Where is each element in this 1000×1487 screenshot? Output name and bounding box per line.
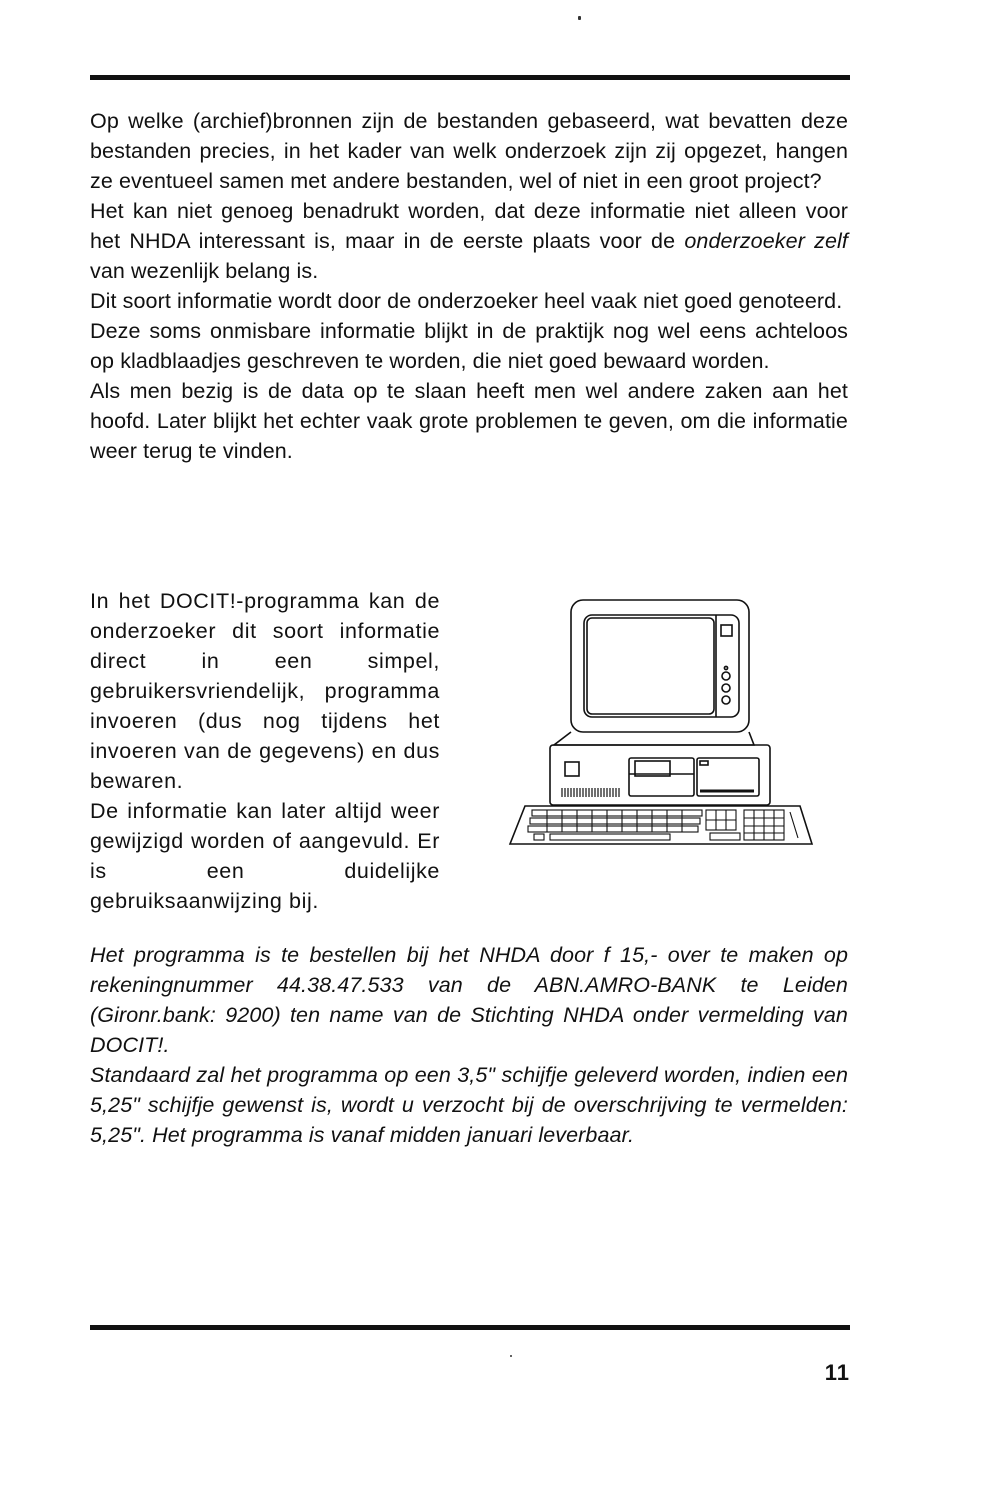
intro-paragraph-3: Dit soort informatie wordt door de onderzoeker heel vaak niet goed genoteerd. [90, 289, 843, 313]
emphasis-onderzoeker-zelf: onderzoeker zelf [684, 229, 848, 253]
intro-paragraph-2 [90, 196, 848, 286]
docit-section [90, 586, 440, 916]
order-paragraph-2: Standaard zal het programma op een 3,5" schijfje geleverd worden, indien een 5,25" schijfje gewenst is, wordt u verzocht bij de overschrijving te vermelden: 5,25". Het programma is vanaf midden januari leverbaar. [90, 1063, 848, 1147]
order-paragraph-1: Het programma is te bestellen bij het NHDA door f 15,- over te maken op rekeningnummer 44.38.47.533 van de ABN.AMRO-BANK te Leiden (Gironr.bank: 9200) ten name van de Stichting NHDA onder vermelding van DOCIT!. [90, 943, 848, 1057]
intro-paragraph-1: Op welke (archief)bronnen zijn de bestanden gebaseerd, wat bevatten deze bestanden precies, in het kader van welk onderzoek zijn zij opgezet, hangen ze eventueel samen met andere bestanden, wel of niet in een groot project? [90, 109, 848, 193]
bottom-rule [90, 1325, 850, 1330]
intro-paragraph-5: Als men bezig is de data op te slaan heeft men wel andere zaken aan het hoofd. Later blijkt het echter vaak grote problemen te geven, om die informatie weer terug te vinden. [90, 379, 848, 463]
intro-section [90, 106, 848, 466]
intro-paragraph-4: Deze soms onmisbare informatie blijkt in de praktijk nog wel eens achteloos op kladblaadjes geschreven te worden, die niet goed bewaard worden. [90, 319, 848, 373]
order-section [90, 940, 848, 1150]
top-rule [90, 75, 850, 80]
personal-computer-illustration [492, 592, 818, 856]
intro-paragraph-2-before: Het kan niet genoeg benadrukt worden, dat deze informatie niet alleen voor het NHDA interessant is, maar in de eerste plaats voor de [90, 199, 848, 253]
docit-paragraph-2: De informatie kan later altijd weer gewijzigd worden of aangevuld. Er is een duidelijke gebruiksaanwijzing bij. [90, 799, 440, 913]
keyboard-icon [510, 806, 812, 844]
print-speck [578, 16, 581, 20]
docit-paragraph-1: In het DOCIT!-programma kan de onderzoeker dit soort informatie direct in een simpel, gebruikersvriendelijk, programma invoeren (dus nog tijdens het invoeren van de gegevens) en dus bewaren. [90, 589, 440, 793]
intro-paragraph-2-after: van wezenlijk belang is. [90, 259, 319, 283]
monitor-icon [571, 600, 749, 732]
page-number: 11 [824, 1360, 850, 1385]
print-speck [510, 1355, 512, 1357]
system-unit-icon [550, 732, 770, 805]
